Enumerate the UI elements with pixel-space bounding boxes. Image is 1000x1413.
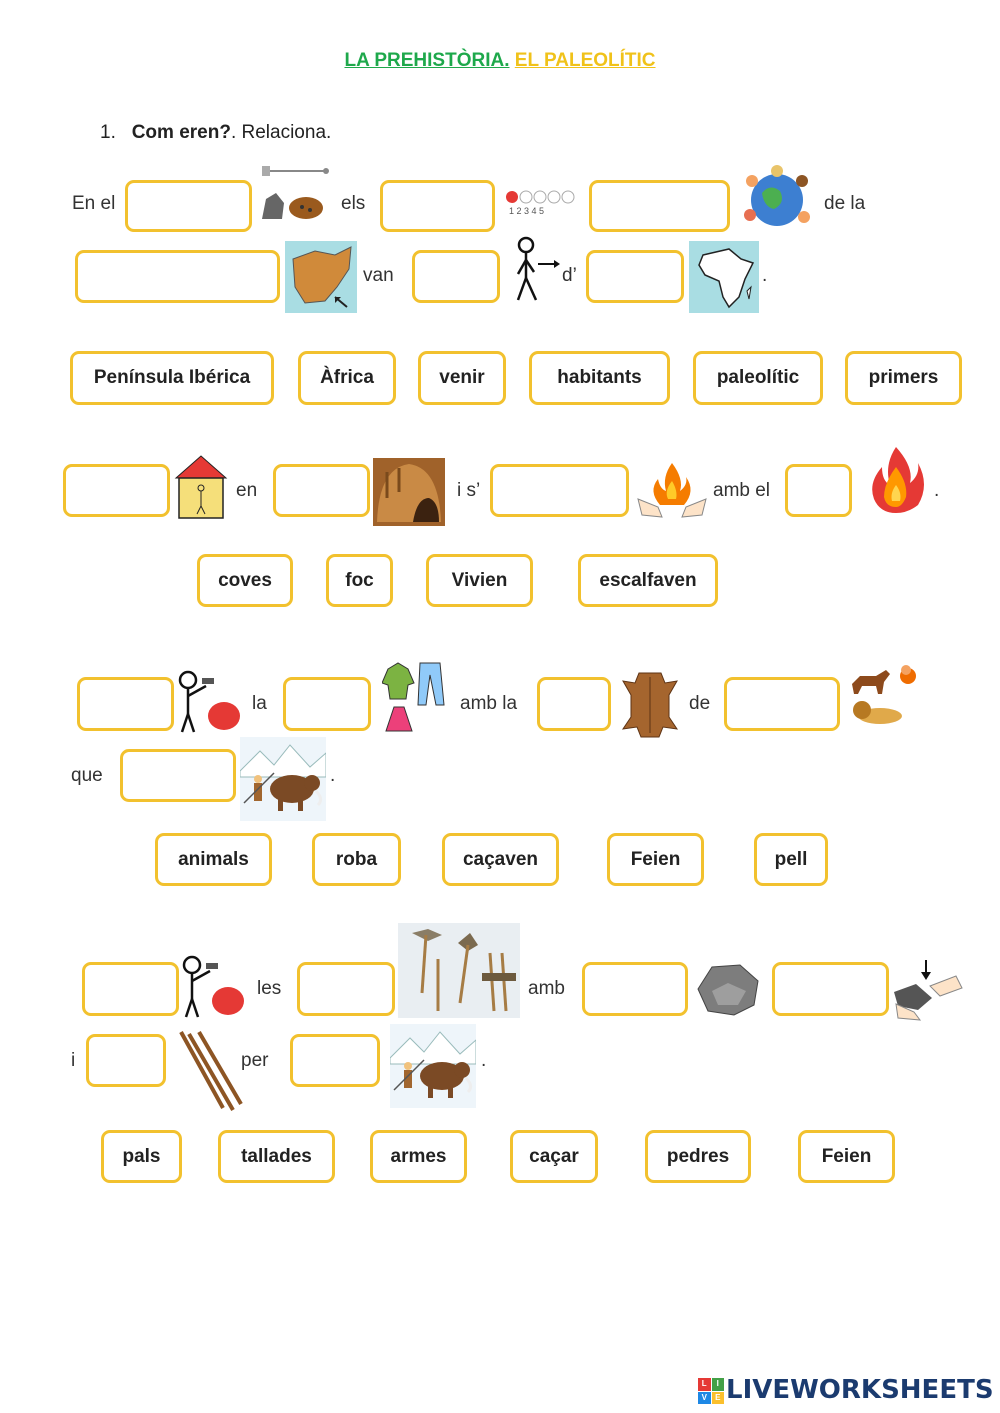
question-rest: . Relaciona.: [230, 122, 332, 143]
cave-icon: [373, 458, 445, 526]
answer-blank[interactable]: [125, 180, 252, 232]
word-amb: amb: [528, 978, 565, 999]
word-les: les: [257, 978, 282, 999]
question-number: 1.: [100, 122, 116, 143]
answer-blank[interactable]: [490, 464, 629, 517]
word-amb-el: amb el: [713, 480, 771, 501]
title-part1: LA PREHISTÒRIA.: [344, 50, 510, 71]
chip-cacaven[interactable]: caçaven: [442, 833, 559, 886]
answer-blank[interactable]: [582, 962, 688, 1016]
word-i-s: i s’: [457, 480, 481, 501]
period-1: .: [762, 265, 768, 286]
hunting-mammoth-icon: [240, 737, 326, 821]
answer-blank[interactable]: [380, 180, 495, 232]
animal-skin-icon: [619, 669, 681, 739]
africa-map-icon: [689, 241, 759, 313]
world-people-icon: [740, 163, 815, 233]
iberian-peninsula-map-icon: [285, 241, 357, 313]
chip-roba[interactable]: roba: [312, 833, 401, 886]
sticks-icon: [175, 1028, 243, 1114]
chip-feien[interactable]: Feien: [798, 1130, 895, 1183]
hunting-mammoth-icon: [390, 1024, 476, 1108]
answer-blank[interactable]: [82, 962, 179, 1016]
page-title: [0, 50, 1000, 72]
first-ordinal-icon: [503, 183, 578, 218]
chip-venir[interactable]: venir: [418, 351, 506, 405]
word-de: de: [689, 693, 711, 714]
period-3: .: [330, 765, 336, 786]
answer-blank[interactable]: [75, 250, 280, 303]
liveworksheets-badge-icon: L I V E: [698, 1378, 724, 1404]
warm-hands-fire-icon: [634, 455, 710, 521]
chip-primers[interactable]: primers: [845, 351, 962, 405]
answer-blank[interactable]: [120, 749, 236, 802]
chip-tallades[interactable]: tallades: [218, 1130, 335, 1183]
clothes-icon: [382, 659, 446, 733]
word-amb-la: amb la: [460, 693, 518, 714]
answer-blank[interactable]: [273, 464, 370, 517]
svg-text:1 2 3 4 5: 1 2 3 4 5: [509, 206, 545, 216]
answer-blank[interactable]: [785, 464, 852, 517]
chip-coves[interactable]: coves: [197, 554, 293, 607]
walking-person-icon: [510, 236, 560, 306]
word-van: van: [363, 265, 394, 286]
stones-icon: [694, 961, 762, 1017]
fire-icon: [866, 443, 928, 515]
chip-feien[interactable]: Feien: [607, 833, 704, 886]
carved-stone-hand-icon: [890, 958, 964, 1022]
chip-peninsula-iberica[interactable]: Península Ibérica: [70, 351, 274, 405]
stone-weapons-icon: [398, 923, 520, 1018]
chip-cacar[interactable]: caçar: [510, 1130, 598, 1183]
chip-pals[interactable]: pals: [101, 1130, 182, 1183]
answer-blank[interactable]: [772, 962, 889, 1016]
word-la: la: [252, 693, 267, 714]
answer-blank[interactable]: [63, 464, 170, 517]
answer-blank[interactable]: [86, 1034, 166, 1087]
chip-africa[interactable]: Àfrica: [298, 351, 396, 405]
chip-pell[interactable]: pell: [754, 833, 828, 886]
word-els: els: [341, 193, 366, 214]
word-que: que: [71, 765, 103, 786]
period-4: .: [481, 1050, 487, 1071]
word-per: per: [241, 1050, 269, 1071]
title-part2: EL PALEOLÍTIC: [514, 50, 656, 71]
chip-escalfaven[interactable]: escalfaven: [578, 554, 718, 607]
question-heading: [100, 122, 331, 144]
chip-foc[interactable]: foc: [326, 554, 393, 607]
word-i: i: [71, 1050, 76, 1071]
chip-vivien[interactable]: Vivien: [426, 554, 533, 607]
answer-blank[interactable]: [77, 677, 174, 731]
answer-blank[interactable]: [283, 677, 371, 731]
answer-blank[interactable]: [297, 962, 395, 1016]
chip-pedres[interactable]: pedres: [645, 1130, 751, 1183]
chip-paleolitic[interactable]: paleolític: [693, 351, 823, 405]
answer-blank[interactable]: [537, 677, 611, 731]
chip-animals[interactable]: animals: [155, 833, 272, 886]
answer-blank[interactable]: [412, 250, 500, 303]
make-hammer-icon: [174, 668, 242, 734]
chip-armes[interactable]: armes: [370, 1130, 467, 1183]
animals-icon: [846, 660, 918, 728]
answer-blank[interactable]: [589, 180, 730, 232]
make-hammer-icon: [178, 953, 246, 1019]
answer-blank[interactable]: [290, 1034, 380, 1087]
question-bold: Com eren?: [131, 122, 231, 143]
word-en: en: [236, 480, 258, 501]
answer-blank[interactable]: [586, 250, 684, 303]
word-de-la: de la: [824, 193, 866, 214]
chip-habitants[interactable]: habitants: [529, 351, 670, 405]
paleolithic-timeline-icon: [258, 163, 330, 223]
word-d: d’: [562, 265, 577, 286]
answer-blank[interactable]: [724, 677, 840, 731]
word-en-el: En el: [72, 193, 116, 214]
liveworksheets-logo: LIVEWORKSHEETS: [726, 1375, 994, 1405]
period-2: .: [934, 480, 940, 501]
house-live-icon: [174, 454, 228, 520]
